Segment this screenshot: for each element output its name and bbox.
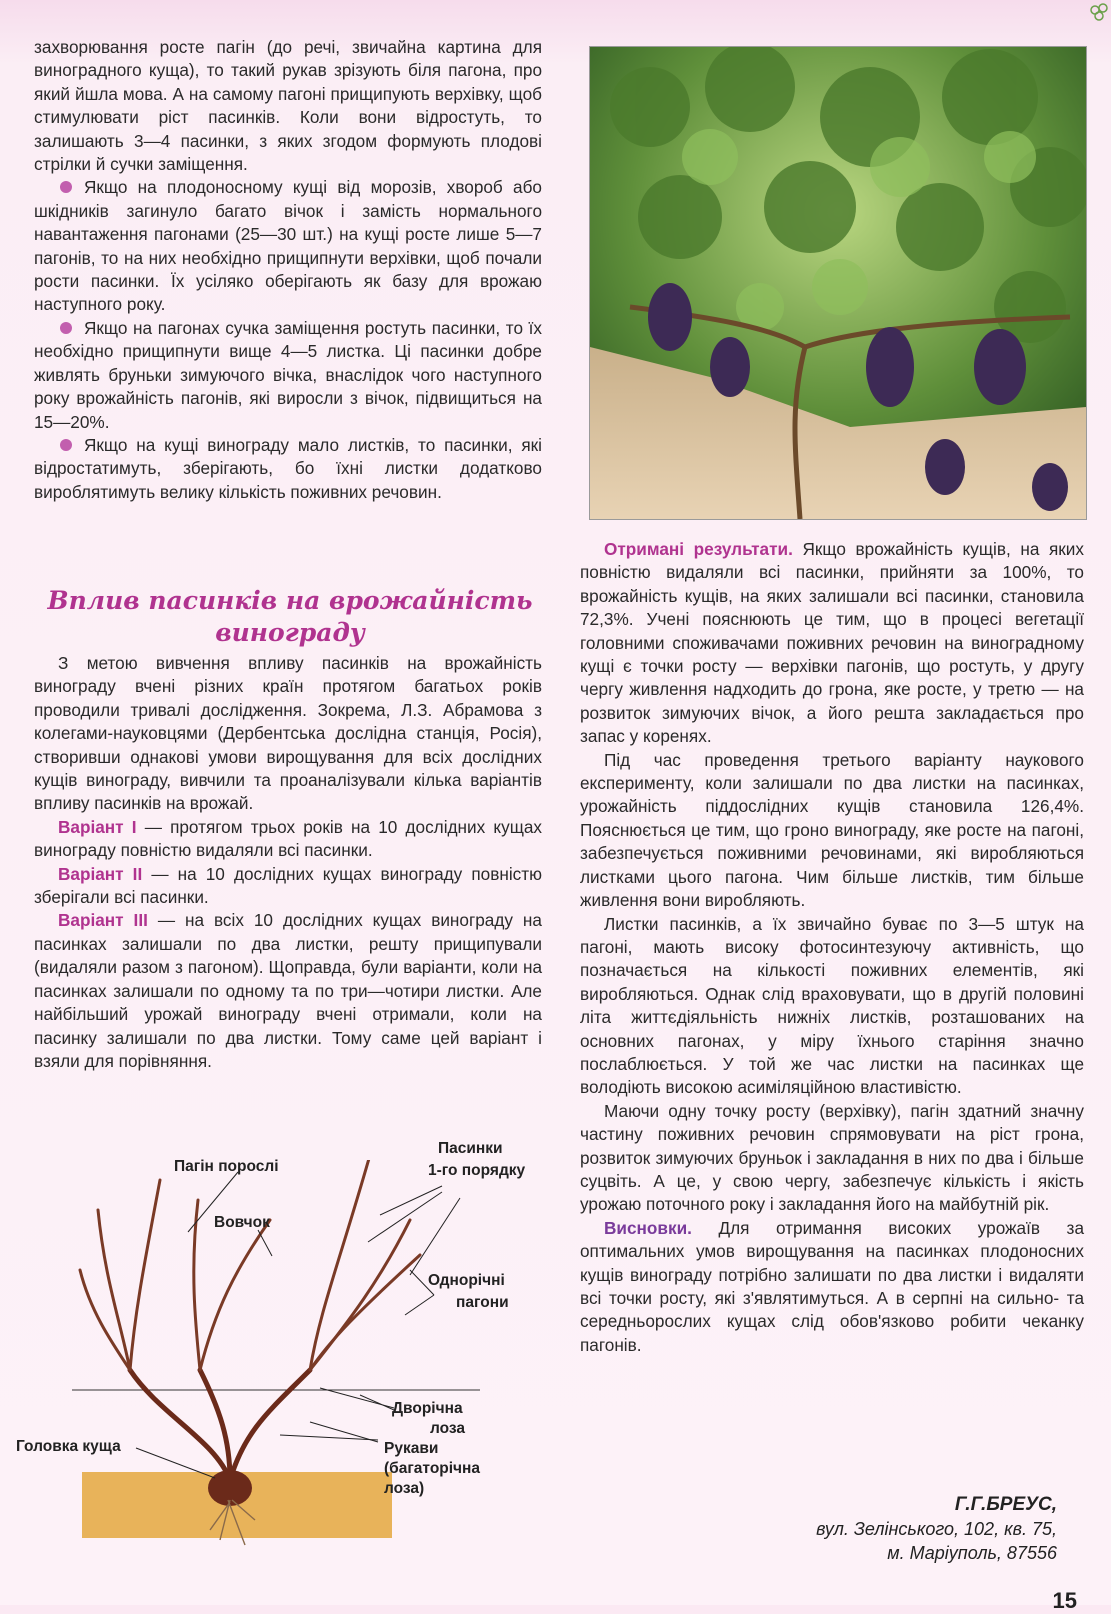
label-biennial-1: Дворічна (392, 1400, 463, 1417)
bullet-icon (60, 322, 72, 334)
label-shoot-growth: Пагін порослі (174, 1158, 279, 1175)
author-city: м. Маріуполь, 87556 (887, 1543, 1057, 1563)
variant-3 (34, 909, 542, 1073)
author-address: вул. Зелінського, 102, кв. 75, (816, 1519, 1057, 1539)
author-signature (816, 1493, 1057, 1565)
grape-corner-icon (1081, 0, 1111, 24)
variant-1 (34, 816, 542, 863)
heading-line: винограду (215, 618, 365, 647)
paragraph: Маючи одну точку росту (верхівку), пагін здатний значну частину поживних речовин спрямовувати на ріст грона, розвиток зимуючих бруньок і закладання в них по два і більше суцвіть. А це, у свою чергу, забезпечує кількість і якість урожаю поточного року і закладання його на майбутній рік. (580, 1100, 1084, 1215)
bullet-icon (60, 181, 72, 193)
variant-label: Варіант III (58, 910, 148, 931)
label-annual-2: пагони (456, 1294, 509, 1311)
bullet-text: Якщо на кущі винограду мало листків, то пасинки, які відростатимуть, зберігають, бо їхні листки додатково вироблятимуть велику кількість поживних речовин. (34, 434, 542, 502)
variant-2 (34, 863, 542, 910)
label-arms-1: Рукави (384, 1440, 439, 1457)
grapevine-photo-drawing (590, 47, 1086, 519)
results-text: Якщо врожайність кущів, на яких повністю видаляли всі пасинки, прийняти за 100%, то врожайність кущів, на яких залишали всі пасинки, становила 72,3%. Учені пояснюють це тим, що в процесі вегетації головними споживачами поживних речовин на виноградному кущі є точки росту — верхівки пагонів, що ростуть, у другу чергу живлення надходить до грона, яке росте, у третю — на розвиток зимуючих вічок, а його решта закладається про запас у коренях. (580, 539, 1084, 747)
label-stepchildren-2: 1-го порядку (428, 1162, 526, 1179)
paragraph: Під час проведення третього варіанту наукового експерименту, коли залишали по два листки на пасинках, урожайність піддослідних кущів становила 126,4%. Пояснюється це тим, що гроно винограду, яке росте на пагоні, забезпечується поживними речовинами, які виробляються листками цього пагона. Чим більше листків, тим більше живлення вони виробляють. (580, 749, 1084, 911)
results-label: Отримані результати. (604, 539, 793, 559)
right-column (580, 538, 1084, 1357)
variant-label: Варіант I (58, 816, 137, 837)
conclusions-paragraph (580, 1217, 1084, 1357)
label-annual-1: Однорічні (428, 1272, 505, 1289)
bullet-paragraph (34, 434, 542, 504)
label-arms-3: лоза) (384, 1480, 425, 1497)
bullet-paragraph (34, 317, 542, 434)
variant-label: Варіант II (58, 863, 143, 884)
conclusions-text: Для отримання високих урожаїв за оптимальних умов вирощування на пасинках плодоносних кущів винограду потрібно залишати по два листки і видаляти всі точки росту, які з'являтимуться. А в серпні на сильно- та середньорослих кущах слід обов'язково робити чеканку пагонів. (580, 1217, 1084, 1355)
left-column-section (34, 652, 542, 1073)
label-bush-head: Головка куща (16, 1438, 121, 1455)
section-heading (40, 585, 540, 649)
paragraph: З метою вивчення впливу пасинків на врожайність винограду вчені різних країн протягом багатьох років проводили тривалі дослідження. Зокрема, Л.З. Абрамова з колегами-науковцями (Дербентська дослідна станція, Росія), створивши однакові умови вирощування для всіх дослідних кущів винограду, вивчили та проаналізували кілька варіантів впливу пасинків на врожай. (34, 653, 542, 814)
label-stepchildren-1: Пасинки (438, 1140, 503, 1157)
bush-drawing (10, 1160, 570, 1570)
bullet-icon (60, 439, 72, 451)
results-paragraph (580, 538, 1084, 749)
heading-line: Вплив пасинків на врожайність (47, 586, 533, 615)
page-number: 15 (1052, 1588, 1077, 1613)
paragraph: Листки пасинків, а їх звичайно буває по 3—5 штук на пагоні, мають високу фотосинтезуючу активність, що позначається на кількості поживних елементів, які виробляються. Однак слід враховувати, що в другій половині літа життєдіяльність нижніх листків, розташованих на основних пагонах, у міру їхнього старіння значно послаблюється. У той же час листки на пасинках ще володіють високою асиміляційною властивістю. (580, 913, 1084, 1098)
variant-text: — на всіх 10 дослідних кущах винограду на пасинках залишали по два листки, решту прищипували (видаляли разом з пагоном). Щоправда, були варіанти, коли на пасинках залишали по одному та по три—чотири листки. Але найбільший урожай винограду вчені отримали, коли на пасинку залишали по два листки. Тому саме цей варіант і взяли для порівняння. (34, 910, 542, 1071)
author-name: Г.Г.БРЕУС, (954, 1494, 1057, 1515)
variant-text: — протягом трьох років на 10 дослідних кущах винограду повністю видаляли всі пасинки. (34, 816, 542, 861)
variant-text: — на 10 дослідних кущах винограду повністю зберігали всі пасинки. (34, 863, 542, 908)
bullet-text: Якщо на плодоносному кущі від морозів, хвороб або шкідників загинуло багато вічок і замість нормального навантаження пагонами (25—30 шт.) на кущі росте лише 5—7 пагонів, то на них необхідно прищипнути верхівки, щоб почали рости пасинки. Їх усіляко оберігають як базу для врожаю наступного року. (34, 177, 542, 315)
paragraph: захворювання росте пагін (до речі, звичайна картина для виноградного куща), то такий рукав зрізують біля пагона, про який йшла мова. А на самому пагоні прищипують верхівку, щоб стимулювати ріст пасинків. Коли вони відростуть, то залишають 3—4 пасинки, з яких згодом формують плодові стрілки й сучки заміщення. (34, 37, 542, 175)
left-column (34, 36, 542, 504)
grape-bush-diagram (10, 1140, 570, 1570)
bullet-text: Якщо на пагонах сучка заміщення ростуть пасинки, то їх необхідно прищипнути вище 4—5 листка. Ці пасинки добре живлять бруньки зимуючого вічка, внаслідок чого наступного року врожайність пагонів, які виросли з вічок, підвищиться на 15—20%. (34, 317, 542, 432)
grapevine-photo (589, 46, 1087, 520)
label-arms-2: (багаторічна (384, 1460, 481, 1477)
conclusions-label: Висновки. (604, 1217, 692, 1238)
label-biennial-2: лоза (430, 1420, 466, 1437)
label-sucker: Вовчок (214, 1214, 270, 1231)
bullet-paragraph (34, 176, 542, 316)
